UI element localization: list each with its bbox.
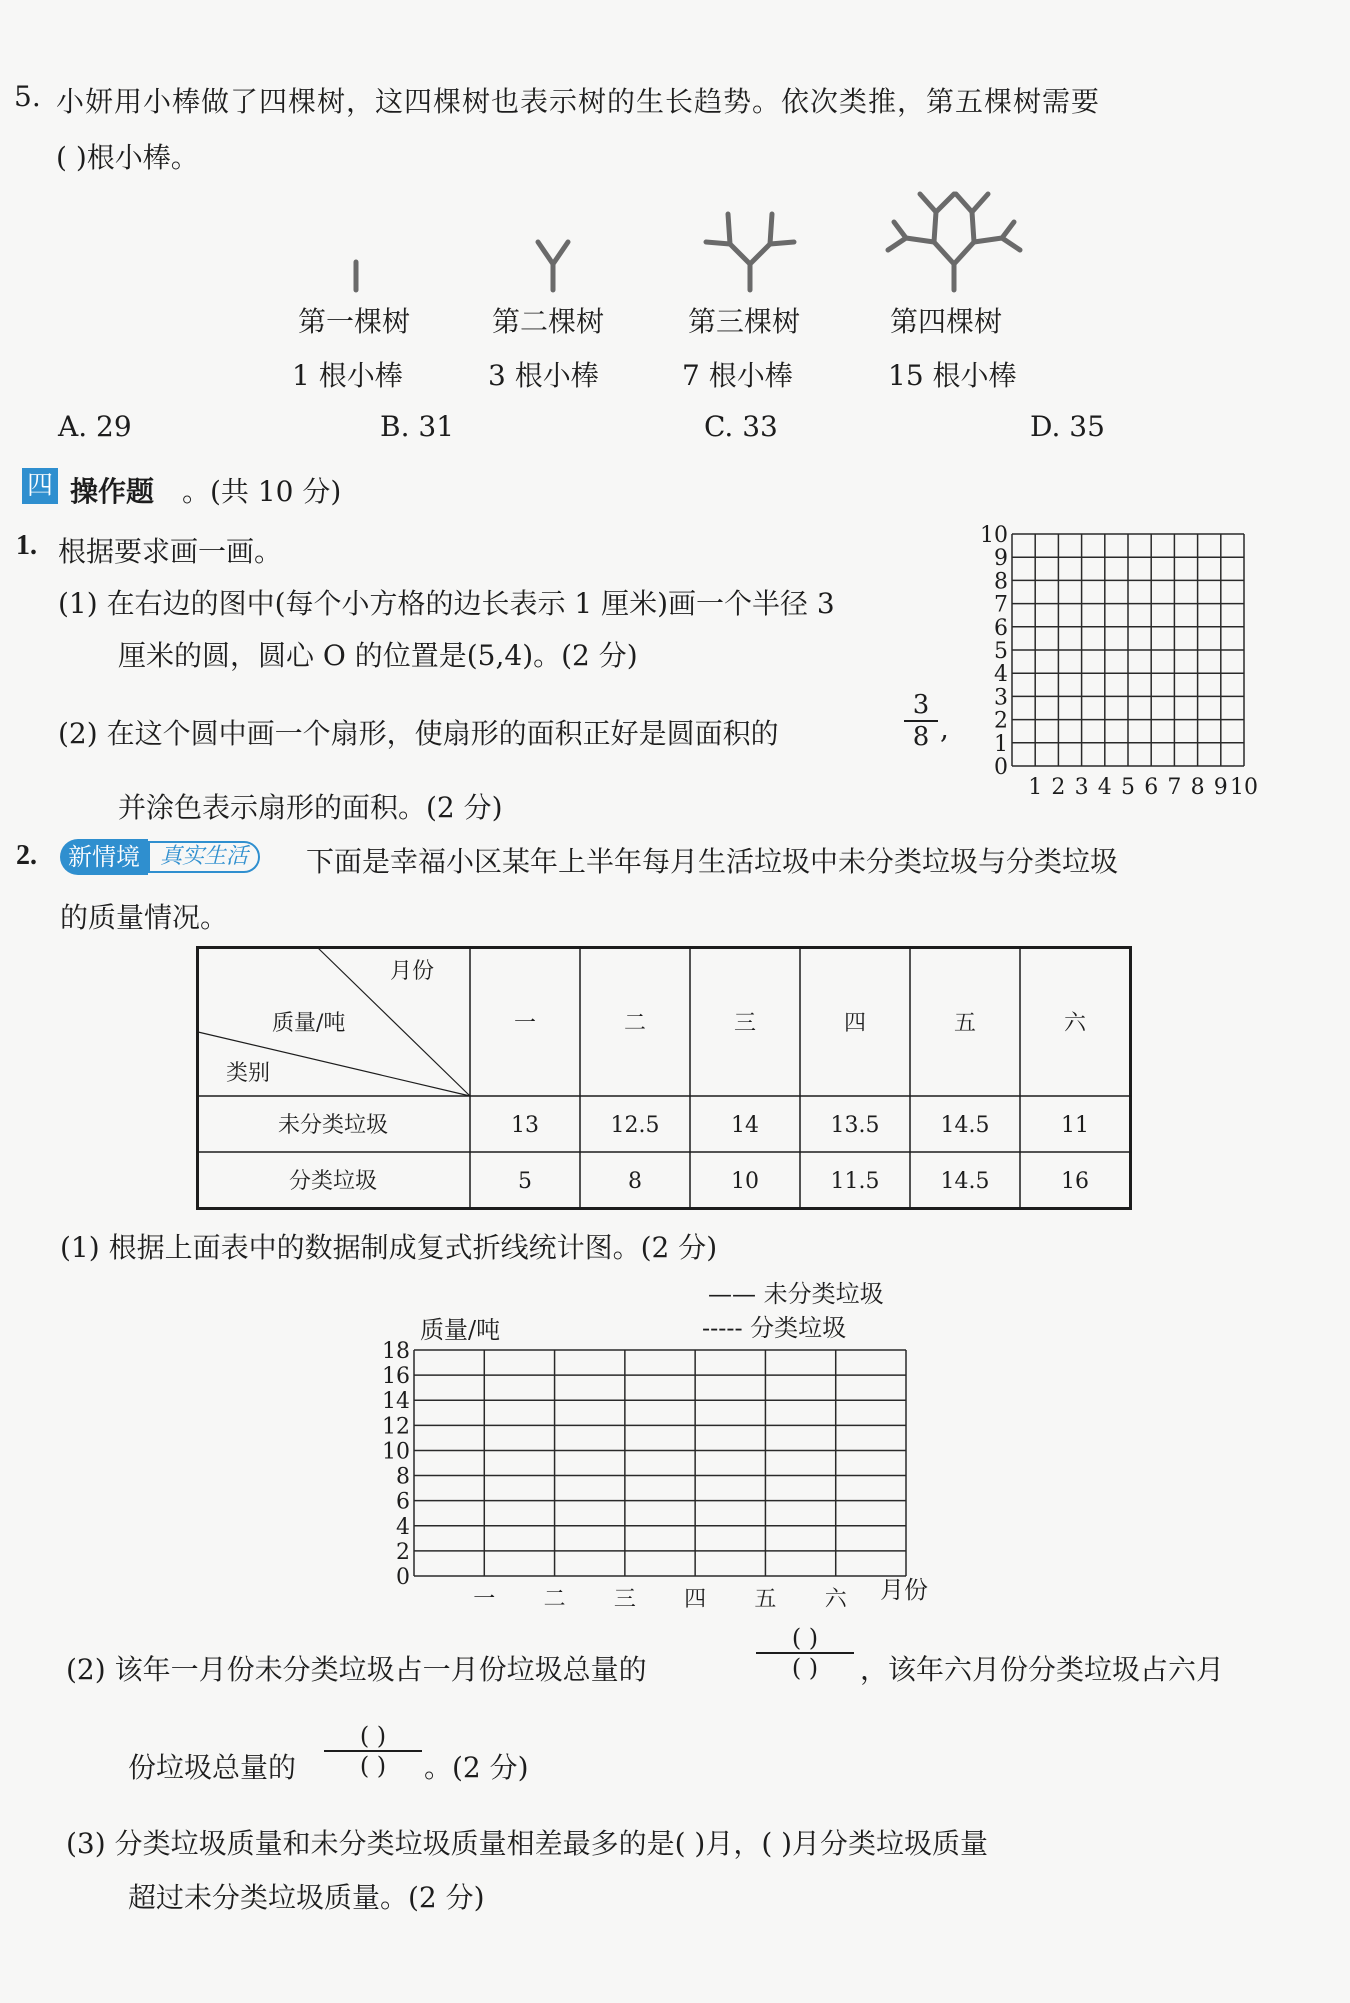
chart-xtick-label: 四: [684, 1587, 707, 1612]
p1-number: 1.: [16, 530, 37, 561]
grid-x-label: 4: [1097, 775, 1112, 800]
table-cell: 10: [731, 1169, 759, 1194]
tag-real-life: 真实生活: [148, 841, 260, 873]
legend-sorted: ----- 分类垃圾: [702, 1314, 847, 1342]
p2-s1: (1) 根据上面表中的数据制成复式折线统计图。(2 分): [60, 1231, 718, 1264]
grid-y-label: 1: [994, 731, 1008, 757]
data-table: [196, 946, 1132, 1210]
tree2-drawing: [538, 242, 568, 290]
table-cell: 11.5: [830, 1169, 880, 1194]
tree3-drawing: [706, 214, 794, 290]
p2-s2-line2a: 份垃圾总量的: [128, 1751, 297, 1784]
chart-xtick-label: 六: [824, 1587, 847, 1612]
p1-s2-line2: 并涂色表示扇形的面积。(2 分): [118, 791, 503, 824]
table-cell: 8: [628, 1169, 642, 1194]
table-month-5: 五: [953, 1011, 977, 1036]
chart-xtick-label: 五: [754, 1587, 777, 1612]
tree2-name: 第二棵树: [492, 305, 605, 338]
p2-line2: 的质量情况。: [60, 901, 229, 934]
grid-x-label: 7: [1167, 775, 1182, 800]
chart-xtick-label: 一: [473, 1587, 496, 1612]
grid-x-label: 3: [1074, 775, 1089, 800]
table-cell: 12.5: [610, 1113, 660, 1138]
q5-text-line2: ( )根小棒。: [56, 141, 199, 174]
grid-y-label: 9: [994, 546, 1008, 572]
grid-x-label: 1: [1028, 775, 1043, 800]
p2-s2-fraction2[interactable]: [324, 1722, 422, 1780]
p1-title: 根据要求画一画。: [58, 535, 283, 568]
grid-y-label: 8: [994, 569, 1008, 595]
chart-ytick-label: 14: [382, 1389, 410, 1415]
chart-ytick-label: 10: [382, 1439, 410, 1465]
p1-frac-denominator: 8: [912, 722, 930, 752]
legend-unsorted: —— 未分类垃圾: [708, 1280, 884, 1308]
chart-ytick-label: 6: [396, 1489, 410, 1515]
option-b[interactable]: B. 31: [380, 410, 455, 443]
table-corner-mass: 质量/吨: [272, 1011, 346, 1036]
p1-frac-numerator: 3: [912, 690, 930, 720]
tree4-count: 15 根小棒: [888, 359, 1017, 392]
table-month-2: 二: [623, 1011, 647, 1036]
table-cell: 13: [511, 1113, 539, 1138]
p2-number: 2.: [16, 840, 37, 871]
chart-ytick-label: 4: [396, 1514, 410, 1540]
tree4-drawing: [888, 194, 1020, 290]
grid-x-label: 9: [1213, 775, 1228, 800]
table-month-4: 四: [843, 1011, 867, 1036]
p2-s2-fraction1[interactable]: [756, 1624, 854, 1682]
grid-y-label: 5: [994, 639, 1008, 664]
tree3-name: 第三棵树: [688, 305, 801, 338]
grid-y-label: 4: [994, 662, 1008, 688]
grid-y-label: 0: [994, 755, 1008, 780]
grid-y-label: 10: [980, 523, 1008, 548]
fraction2-denominator[interactable]: ( ): [359, 1752, 387, 1780]
chart-ytick-label: 0: [396, 1565, 410, 1590]
grid-y-label: 6: [994, 615, 1008, 641]
table-cell: 13.5: [830, 1113, 880, 1138]
section-score: 。(共 10 分): [182, 475, 342, 508]
tree2-count: 3 根小棒: [488, 359, 599, 392]
section-badge: 四: [22, 468, 58, 504]
table-month-1: 一: [513, 1011, 537, 1036]
grid-y-label: 7: [994, 592, 1008, 618]
table-month-3: 三: [733, 1011, 757, 1036]
option-d[interactable]: D. 35: [1030, 410, 1105, 443]
context-tag: [60, 838, 260, 876]
fraction1-numerator[interactable]: ( ): [791, 1624, 819, 1652]
table-corner-category: 类别: [226, 1061, 271, 1086]
tree4-name: 第四棵树: [890, 305, 1003, 338]
p1-s1-line1: (1) 在右边的图中(每个小方格的边长表示 1 厘米)画一个半径 3: [58, 587, 835, 620]
tag-new-context: 新情境: [60, 839, 148, 875]
table-month-6: 六: [1063, 1011, 1087, 1036]
grid-x-label: 8: [1190, 775, 1205, 800]
grid-x-label: 10: [1230, 775, 1258, 800]
chart-ytick-label: 8: [396, 1464, 410, 1490]
grid-x-label: 5: [1121, 775, 1135, 800]
q5-number: 5.: [14, 80, 41, 113]
chart-xtick-label: 三: [613, 1587, 636, 1612]
p2-s3-line1: (3) 分类垃圾质量和未分类垃圾质量相差最多的是( )月，( )月分类垃圾质量: [66, 1827, 989, 1860]
p1-comma: ,: [940, 712, 949, 745]
table-cell: 11: [1061, 1113, 1089, 1138]
p2-s2-line2b: 。(2 分): [424, 1751, 529, 1784]
chart-ylabel: 质量/吨: [420, 1316, 501, 1344]
p1-fraction: [904, 690, 938, 752]
fraction1-denominator[interactable]: ( ): [791, 1654, 819, 1682]
table-cell: 16: [1061, 1169, 1089, 1194]
table-cell: 14: [731, 1113, 759, 1138]
grid-y-label: 2: [994, 708, 1008, 734]
fraction2-numerator[interactable]: ( ): [359, 1722, 387, 1750]
chart-ytick-label: 2: [396, 1539, 410, 1565]
line-chart[interactable]: [370, 1272, 950, 1612]
table-cell: 14.5: [940, 1113, 990, 1138]
table-cell: 14.5: [940, 1169, 990, 1194]
grid-y-label: 3: [994, 685, 1008, 711]
p2-s2-line1a: (2) 该年一月份未分类垃圾占一月份垃圾总量的: [66, 1653, 647, 1686]
chart-ytick-label: 18: [382, 1339, 410, 1364]
tree1-name: 第一棵树: [298, 305, 411, 338]
section-title: 操作题: [70, 475, 155, 508]
trees-figure: [250, 180, 1050, 300]
option-c[interactable]: C. 33: [704, 410, 778, 443]
table-corner-month: 月份: [390, 959, 435, 984]
q5-text-line1: 小妍用小棒做了四棵树，这四棵树也表示树的生长趋势。依次类推，第五棵树需要: [56, 85, 1101, 118]
tree3-count: 7 根小棒: [682, 359, 793, 392]
p2-s3-line2: 超过未分类垃圾质量。(2 分): [128, 1881, 485, 1914]
chart-xtick-label: 二: [543, 1587, 566, 1612]
tree1-count: 1 根小棒: [292, 359, 403, 392]
p2-s2-line1b: ，该年六月份分类垃圾占六月: [860, 1653, 1225, 1686]
chart-xlabel: 月份: [880, 1576, 928, 1604]
table-row-label-unsorted: 未分类垃圾: [277, 1113, 389, 1138]
chart-ytick-label: 12: [382, 1414, 410, 1440]
grid-x-label: 2: [1051, 775, 1066, 800]
coordinate-grid[interactable]: [970, 522, 1270, 812]
table-cell: 5: [518, 1169, 532, 1194]
table-row-label-sorted: 分类垃圾: [288, 1169, 378, 1194]
p1-s1-line2: 厘米的圆，圆心 O 的位置是(5,4)。(2 分): [118, 639, 638, 672]
grid-x-label: 6: [1144, 775, 1159, 800]
p2-line1: 下面是幸福小区某年上半年每月生活垃圾中未分类垃圾与分类垃圾: [306, 845, 1119, 878]
p1-s2-line1: (2) 在这个圆中画一个扇形，使扇形的面积正好是圆面积的: [58, 717, 779, 750]
chart-ytick-label: 16: [382, 1364, 410, 1390]
option-a[interactable]: A. 29: [58, 410, 132, 443]
